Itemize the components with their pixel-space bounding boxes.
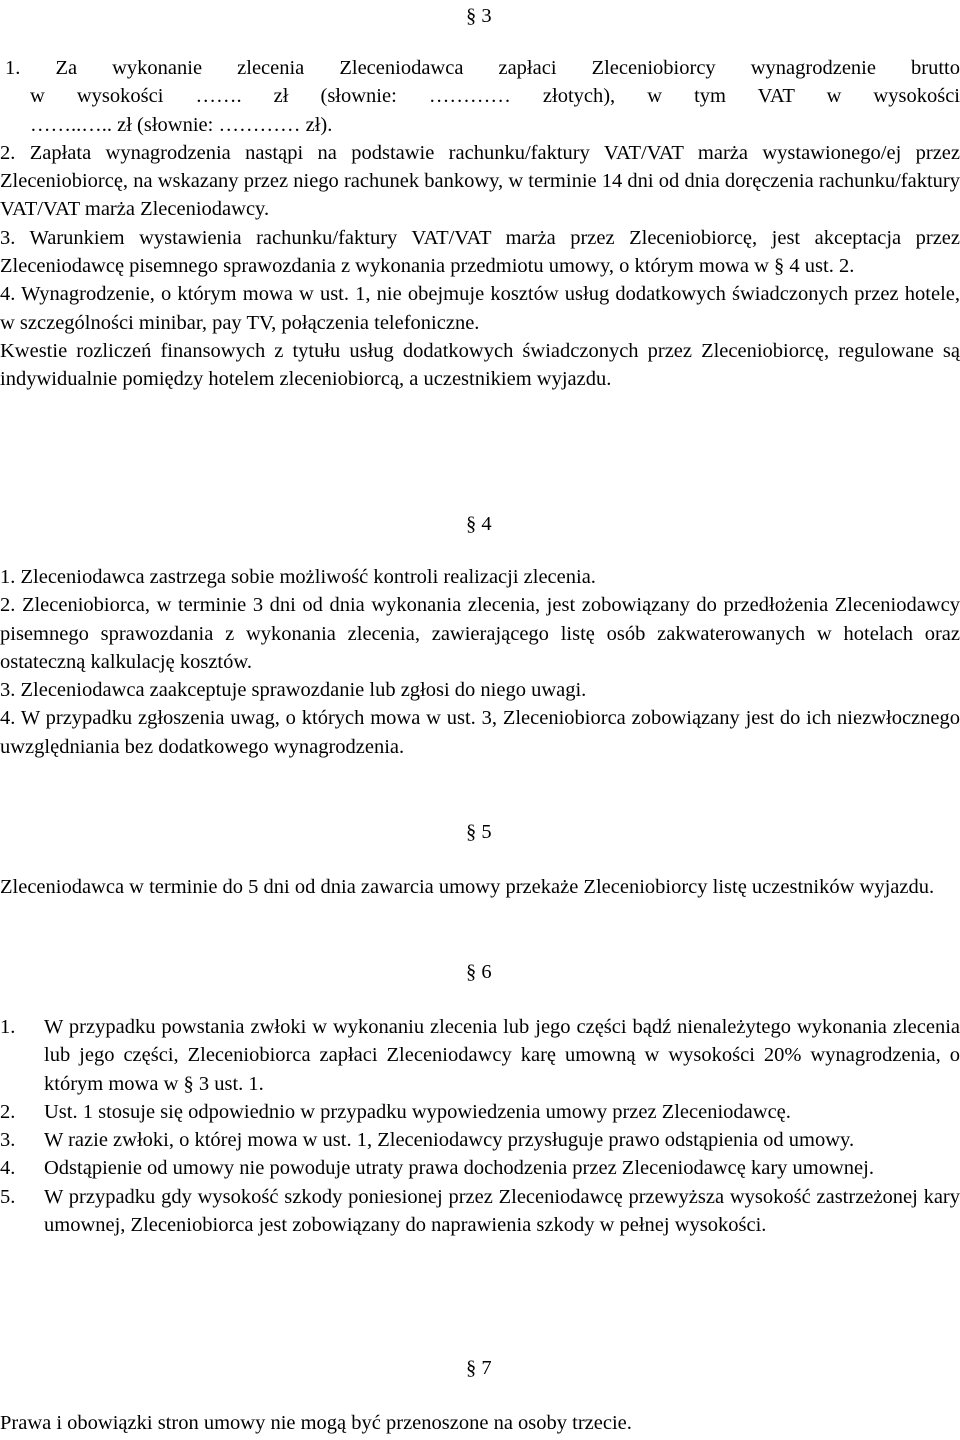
section-5-para-1: Zleceniodawca w terminie do 5 dni od dnia zawarcia umowy przekaże Zleceniobiorcy listę uczestników wyjazdu.	[0, 876, 935, 898]
item-number: 5.	[0, 1185, 16, 1208]
section-3-para-2: 2. Zapłata wynagrodzenia nastąpi na podstawie rachunku/faktury VAT/VAT marża wystawionego/ej przez Zleceniobiorcę, na wskazany przez niego rachunek bankowy, w terminie 14 dni od dnia doręczenia rachunku/faktury VAT/VAT marża Zleceniodawcy.	[0, 141, 960, 221]
section-6-item	[0, 1183, 960, 1240]
section-3-para-4: 4. Wynagrodzenie, o którym mowa w ust. 1, nie obejmuje kosztów usług dodatkowych świadczonych przez hotele, w szczególności minibar, pay TV, połączenia telefoniczne.	[0, 283, 960, 334]
section-3-title: § 3	[466, 5, 492, 27]
section-3-para-1-line-1: 1. Za wykonanie zlecenia Zleceniodawca zapłaci Zleceniobiorcy wynagrodzenie brutto	[5, 57, 960, 79]
section-7-title: § 7	[466, 1357, 492, 1379]
section-5-title: § 5	[466, 821, 492, 843]
section-6-item	[0, 1154, 960, 1182]
section-6-body	[0, 1013, 960, 1239]
item-number: 4.	[0, 1157, 16, 1180]
item-text: Odstąpienie od umowy nie powoduje utraty prawa dochodzenia przez Zleceniodawcę kary umownej.	[44, 1157, 874, 1180]
item-text: W przypadku powstania zwłoki w wykonaniu zlecenia lub jego części bądź nienależytego wykonania zlecenia lub jego części, Zleceniobiorca zapłaci Zleceniodawcy karę umowną w wysokości 20% wynagrodzenia, o którym mowa w § 3 ust. 1.	[44, 1016, 960, 1095]
item-number: 2.	[0, 1100, 16, 1123]
section-7-body	[0, 1409, 960, 1437]
section-6-item	[0, 1013, 960, 1098]
section-4-para-4: 4. W przypadku zgłoszenia uwag, o których mowa w ust. 3, Zleceniobiorca zobowiązany jest do ich niezwłocznego uwzględniania bez dodatkowego wynagrodzenia.	[0, 707, 960, 758]
section-3-para-3: 3. Warunkiem wystawienia rachunku/faktury VAT/VAT marża przez Zleceniobiorcę, jest akceptacja przez Zleceniodawcę pisemnego sprawozdania z wykonania przedmiotu umowy, o którym mowa w § 4 ust. 2.	[0, 226, 960, 278]
item-number: 1.	[0, 1016, 16, 1038]
section-7-para-1: Prawa i obowiązki stron umowy nie mogą być przenoszone na osoby trzecie.	[0, 1412, 632, 1434]
section-3-para-1-line-3: ……..….. zł (słownie: ………… zł).	[30, 113, 333, 136]
section-4-para-2: 2. Zleceniobiorca, w terminie 3 dni od dnia wykonania zlecenia, jest zobowiązany do przedłożenia Zleceniodawcy pisemnego sprawozdania z wykonania zlecenia, zawierającego listę osób zakwaterowanych w hotelach oraz ostateczną kalkulację kosztów.	[0, 594, 960, 673]
section-6-item	[0, 1098, 960, 1126]
item-text: W razie zwłoki, o której mowa w ust. 1, Zleceniodawcy przysługuje prawo odstąpienia od umowy.	[44, 1129, 855, 1152]
section-6-title: § 6	[466, 961, 492, 983]
section-3-para-5: Kwestie rozliczeń finansowych z tytułu usług dodatkowych świadczonych przez Zleceniobiorcę, regulowane są indywidualnie pomiędzy hotelem zleceniobiorcą, a uczestnikiem wyjazdu.	[0, 339, 960, 391]
item-text: Ust. 1 stosuje się odpowiednio w przypadku wypowiedzenia umowy przez Zleceniodawcę.	[44, 1100, 791, 1123]
section-6-item	[0, 1126, 960, 1154]
item-number: 3.	[0, 1129, 16, 1152]
item-text: W przypadku gdy wysokość szkody poniesionej przez Zleceniodawcę przewyższa wysokość zastrzeżonej kary umownej, Zleceniobiorca jest zobowiązany do naprawienia szkody w pełnej wysokości.	[44, 1185, 960, 1237]
section-3-body	[0, 54, 960, 394]
section-4-para-1: 1. Zleceniodawca zastrzega sobie możliwość kontroli realizacji zlecenia.	[0, 566, 596, 588]
section-4-title: § 4	[466, 513, 492, 535]
section-4-para-3: 3. Zleceniodawca zaakceptuje sprawozdanie lub zgłosi do niego uwagi.	[0, 679, 587, 702]
section-4-body	[0, 563, 960, 761]
section-3-para-1-line-2: w wysokości ……. zł (słownie: ………… złotych), w tym VAT w wysokości	[30, 85, 960, 108]
section-5-body	[0, 873, 960, 901]
